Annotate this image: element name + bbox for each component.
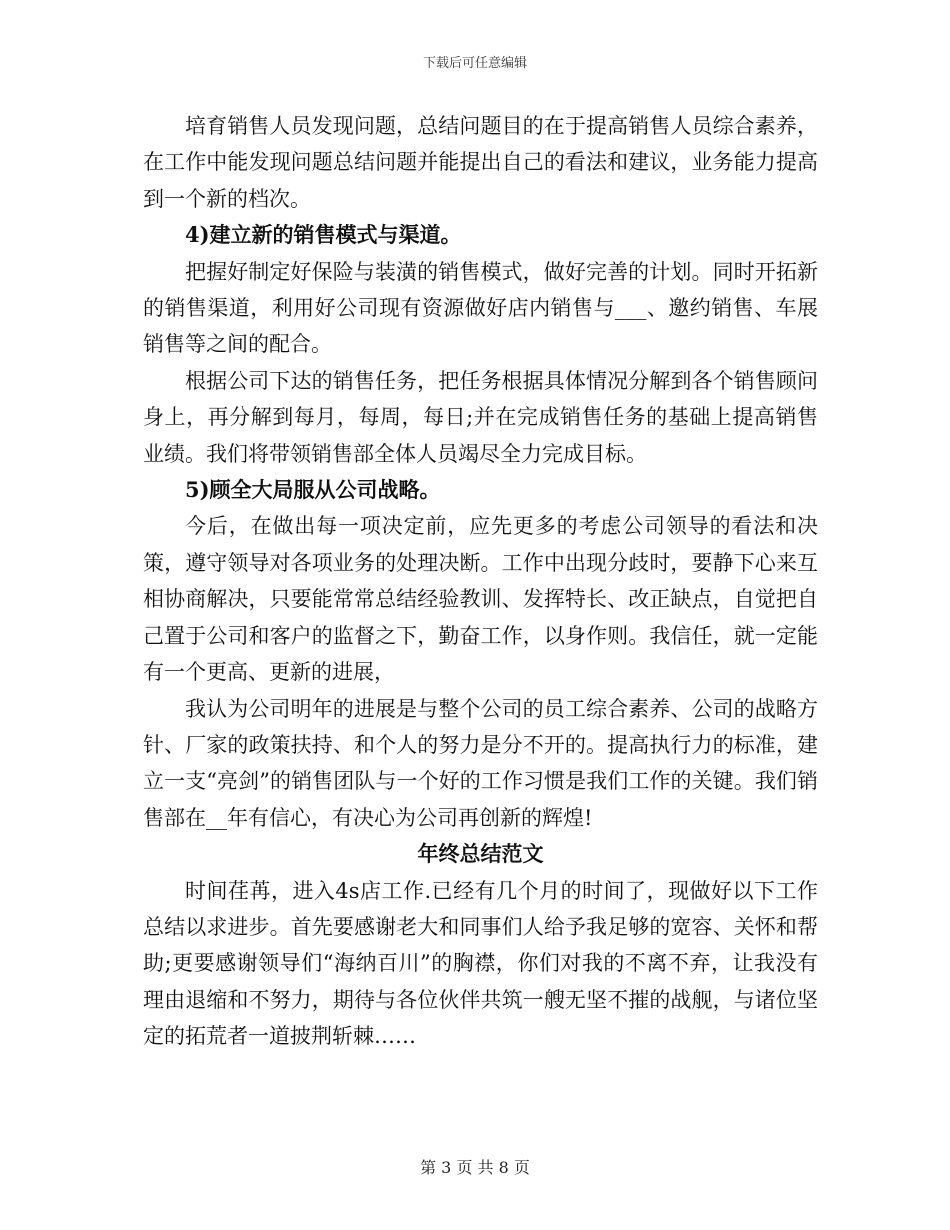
paragraph: 把握好制定好保险与装潢的销售模式，做好完善的计划。同时开拓新的销售渠道，利用好公司现有资源做好店内销售与___、邀约销售、车展销售等之间的配合。	[143, 259, 818, 357]
section-heading: 5)顾全大局服从公司战略。	[185, 477, 441, 503]
paragraph: 时间荏苒，进入4s店工作.已经有几个月的时间了，现做好以下工作总结以求进步。首先要感谢老大和同事们人给予我足够的宽容、关怀和帮助;更要感谢领导们“海纳百川”的胸襟，你们对我的不离不弃，让我没有理由退缩和不努力，期待与各位伙伴共筑一艘无坚不摧的战舰，与诸位坚定的拓荒者一道披荆斩棘……	[143, 878, 818, 1049]
paragraph: 根据公司下达的销售任务，把任务根据具体情况分解到各个销售顾问身上，再分解到每月，每周，每日;并在完成销售任务的基础上提高销售业绩。我们将带领销售部全体人员竭尽全力完成目标。	[143, 368, 818, 466]
paragraph: 今后，在做出每一项决定前，应先更多的考虑公司领导的看法和决策，遵守领导对各项业务的处理决断。工作中出现分歧时，要静下心来互相协商解决，只要能常常总结经验教训、发挥特长、改正缺点，自觉把自己置于公司和客户的监督之下，勤奋工作，以身作则。我信任，就一定能有一个更高、更新的进展，	[143, 514, 818, 685]
section-heading: 4)建立新的销售模式与渠道。	[185, 222, 462, 248]
article-title: 年终总结范文	[417, 841, 544, 867]
paragraph: 我认为公司明年的进展是与整个公司的员工综合素养、公司的战略方针、厂家的政策扶持、和个人的努力是分不开的。提高执行力的标准，建立一支“亮剑”的销售团队与一个好的工作习惯是我们工作的关键。我们销售部在__年有信心，有决心为公司再创新的辉煌!	[143, 696, 818, 830]
page-header: 下载后可任意编辑	[422, 56, 527, 71]
page-number: 第 3 页 共 8 页	[420, 1158, 530, 1177]
document-body	[143, 108, 818, 1055]
paragraph: 培育销售人员发现问题，总结问题目的在于提高销售人员综合素养，在工作中能发现问题总结问题并能提出自己的看法和建议，业务能力提高到一个新的档次。	[143, 114, 818, 211]
